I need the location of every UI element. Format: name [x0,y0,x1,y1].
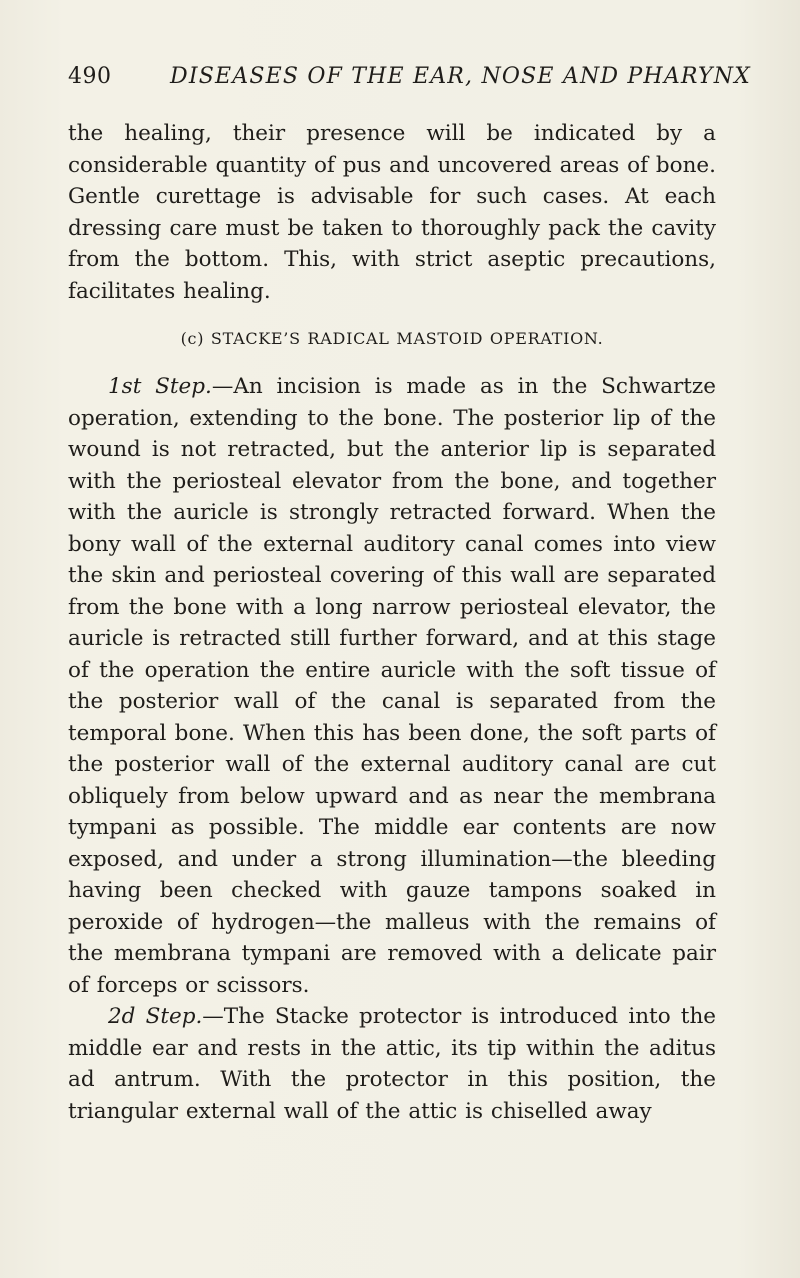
step-1-text: —An incision is made as in the Schwartze operation, extending to the bone. The posterior lip of the wound is not retracted, but the anterior lip is separated with the periosteal elevator from the bone, and together with the auricle is strongly retracted forward. When the bony wall of the external auditory canal comes into view the skin and periosteal covering of this wall are separated from the bone with a long narrow periosteal elevator, the auricle is retracted still further forward, and at this stage of the operation the entire auricle with the soft tissue of the posterior wall of the canal is separated from the temporal bone. When this has been done, the soft parts of the posterior wall of the external auditory canal are cut obliquely from below upward and as near the membrana tympani as possible. The middle ear contents are now exposed, and under a strong illumination—the bleeding having been checked with gauze tampons soaked in peroxide of hydrogen—the malleus with the remains of the membrana tympani are removed with a delicate pair of forceps or scissors. [68,374,716,998]
step-2-label: 2d Step. [108,1004,203,1029]
step-1-label: 1st Step. [108,374,212,399]
step-2-text: —The Stacke protector is introduced into the middle ear and rests in the attic, its tip within the aditus ad antrum. With the protector in this position, the triangular external wall of the attic is chiselled away [68,1004,717,1124]
page-number: 490 [68,64,112,89]
section-heading: (c) STACKE’S RADICAL MASTOID OPERATION. [180,329,604,348]
running-title: DISEASES OF THE EAR, NOSE AND PHARYNX [170,64,752,89]
running-head [68,64,752,104]
step-2-paragraph [68,1001,716,1127]
step-1-paragraph [68,371,716,1001]
page-text [68,118,716,1127]
intro-paragraph: the healing, their presence will be indicated by a considerable quantity of pus and uncovered areas of bone. Gentle curettage is advisable for such cases. At each dressing care must be taken to thoroughly pack the cavity from the bottom. This, with strict aseptic precautions, facilitates healing. [68,121,716,304]
